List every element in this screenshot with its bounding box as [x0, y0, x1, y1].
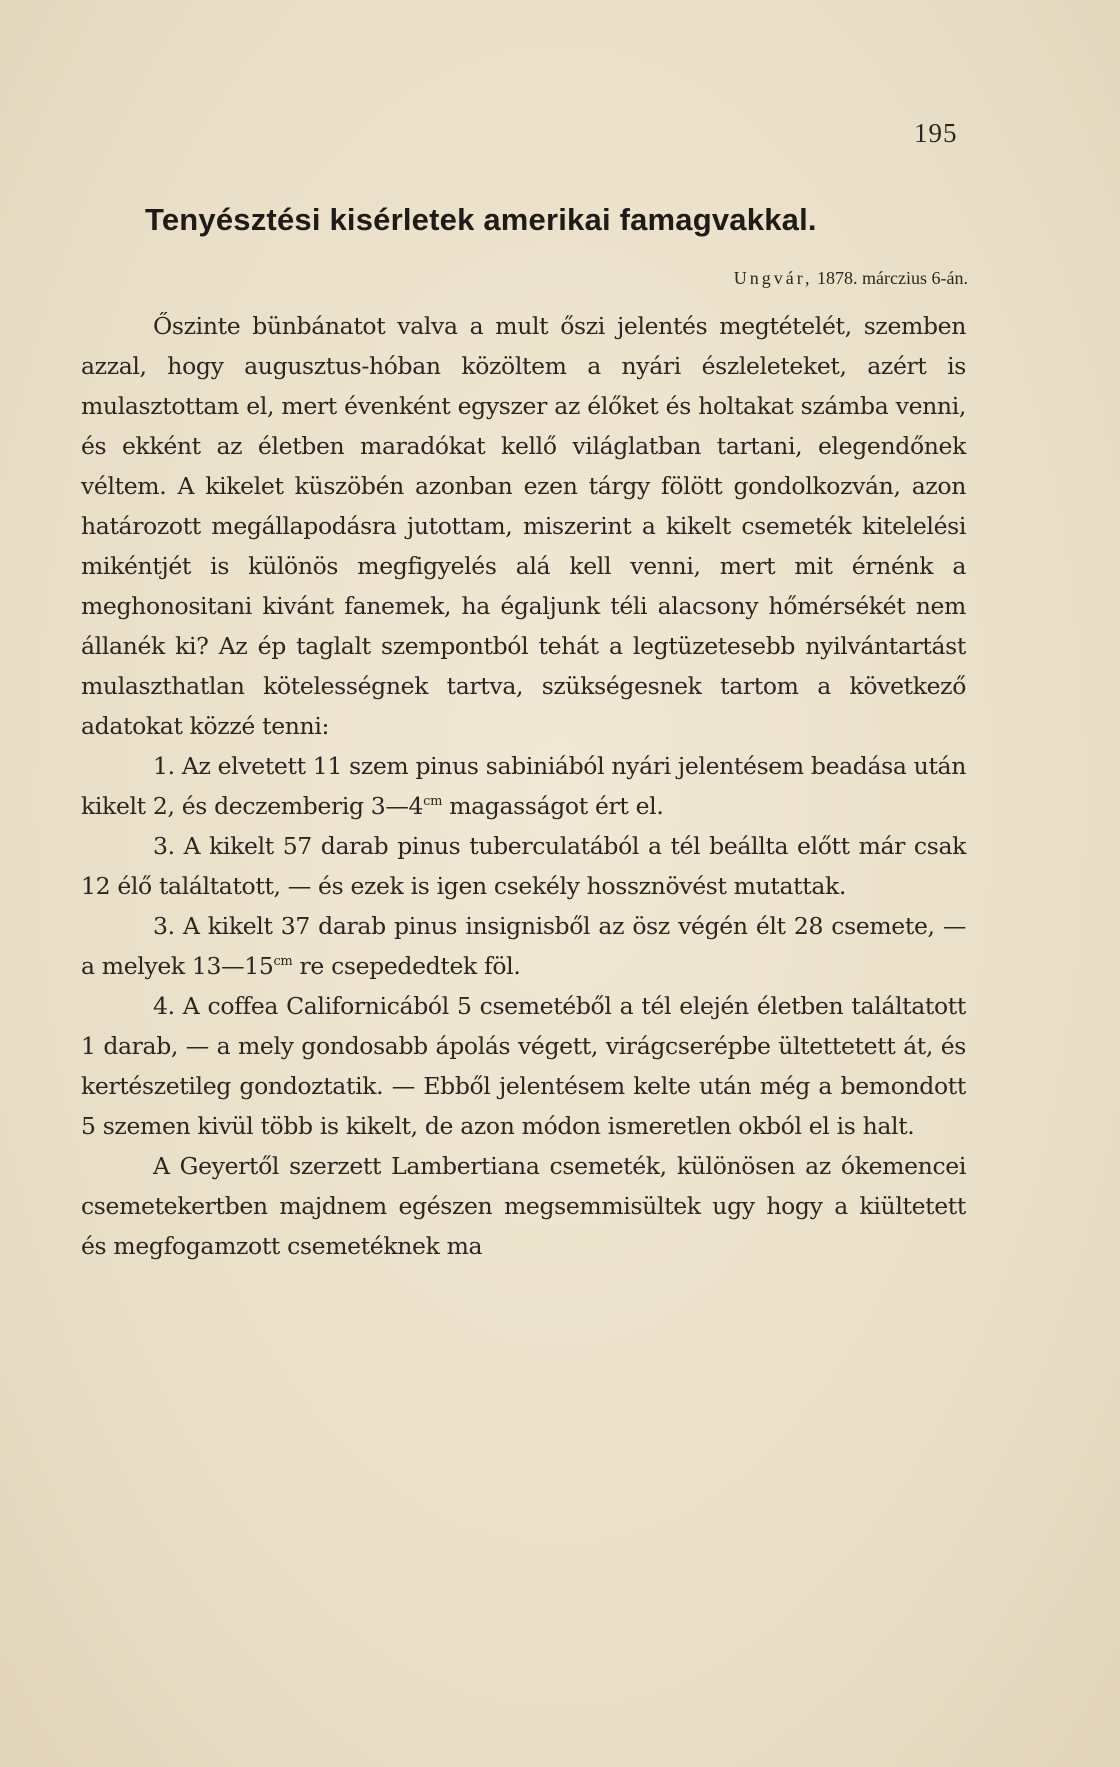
list-item-2	[81, 826, 966, 906]
list-item-4-text: 4. A coffea Californicából 5 csemetéből a tél elején életben találtatott 1 darab, — a mely gondosabb ápolás végett, virágcserépbe ültettetett át, és kertészetileg gondoztatik. — Ebből jelentésem kelte után még a bemondott 5 szemen kivül több is kikelt, de azon módon ismeretlen okból el is halt.	[81, 992, 966, 1140]
dateline-place: Ungvár,	[733, 268, 813, 288]
page-number: 195	[914, 118, 958, 148]
dateline	[734, 268, 968, 289]
list-item-3-tail: re csepededtek föl.	[292, 952, 521, 980]
article-body	[81, 306, 966, 1266]
list-item-1-unit: cm	[423, 794, 443, 810]
list-item-2-text: 3. A kikelt 57 darab pinus tuberculatából a tél beállta előtt már csak 12 élő találtatott, — és ezek is igen csekély hossznövést mutattak.	[81, 832, 966, 900]
list-item-1-tail: magasságot ért el.	[442, 792, 664, 820]
list-item-3	[81, 906, 966, 986]
list-item-4	[81, 986, 966, 1146]
list-item-1-text: 1. Az elvetett 11 szem pinus sabiniából nyári jelentésem beadása után kikelt 2, és deczemberig 3—4	[81, 752, 966, 820]
intro-paragraph: Őszinte bünbánatot valva a mult őszi jelentés megtételét, szemben azzal, hogy augusztus-hóban közöltem a nyári észleleteket, azért is mulasztottam el, mert évenként egyszer az élőket és holtakat számba venni, és ekként az életben maradókat kellő világlatban tartani, elegendőnek véltem. A kikelet küszöbén azonban ezen tárgy fölött gondolkozván, azon határozott megállapodásra jutottam, miszerint a kikelt csemeték kitelelési mikéntjét is különös megfigyelés alá kell venni, mert mit érnénk a meghonositani kivánt fanemek, ha égaljunk téli alacsony hőmérsékét nem állanék ki? Az ép taglalt szempontból tehát a legtüzetesebb nyilvántartást mulaszthatlan kötelességnek tartva, szükségesnek tartom a következő adatokat közzé tenni:	[81, 312, 966, 740]
article-title: Tenyésztési kisérletek amerikai famagvakkal.	[145, 202, 817, 237]
closing-paragraph: A Geyertől szerzett Lambertiana csemeték, különösen az ókemencei csemetekertben majdnem egészen megsemmisültek ugy hogy a kiültetett és megfogamzott csemetéknek ma	[81, 1152, 966, 1260]
list-item-1	[81, 746, 966, 826]
dateline-date: 1878. márczius 6-án.	[817, 268, 968, 288]
list-item-3-text: 3. A kikelt 37 darab pinus insignisből az ösz végén élt 28 csemete, — a melyek 13—15	[81, 912, 966, 980]
list-item-3-unit: cm	[273, 954, 293, 970]
